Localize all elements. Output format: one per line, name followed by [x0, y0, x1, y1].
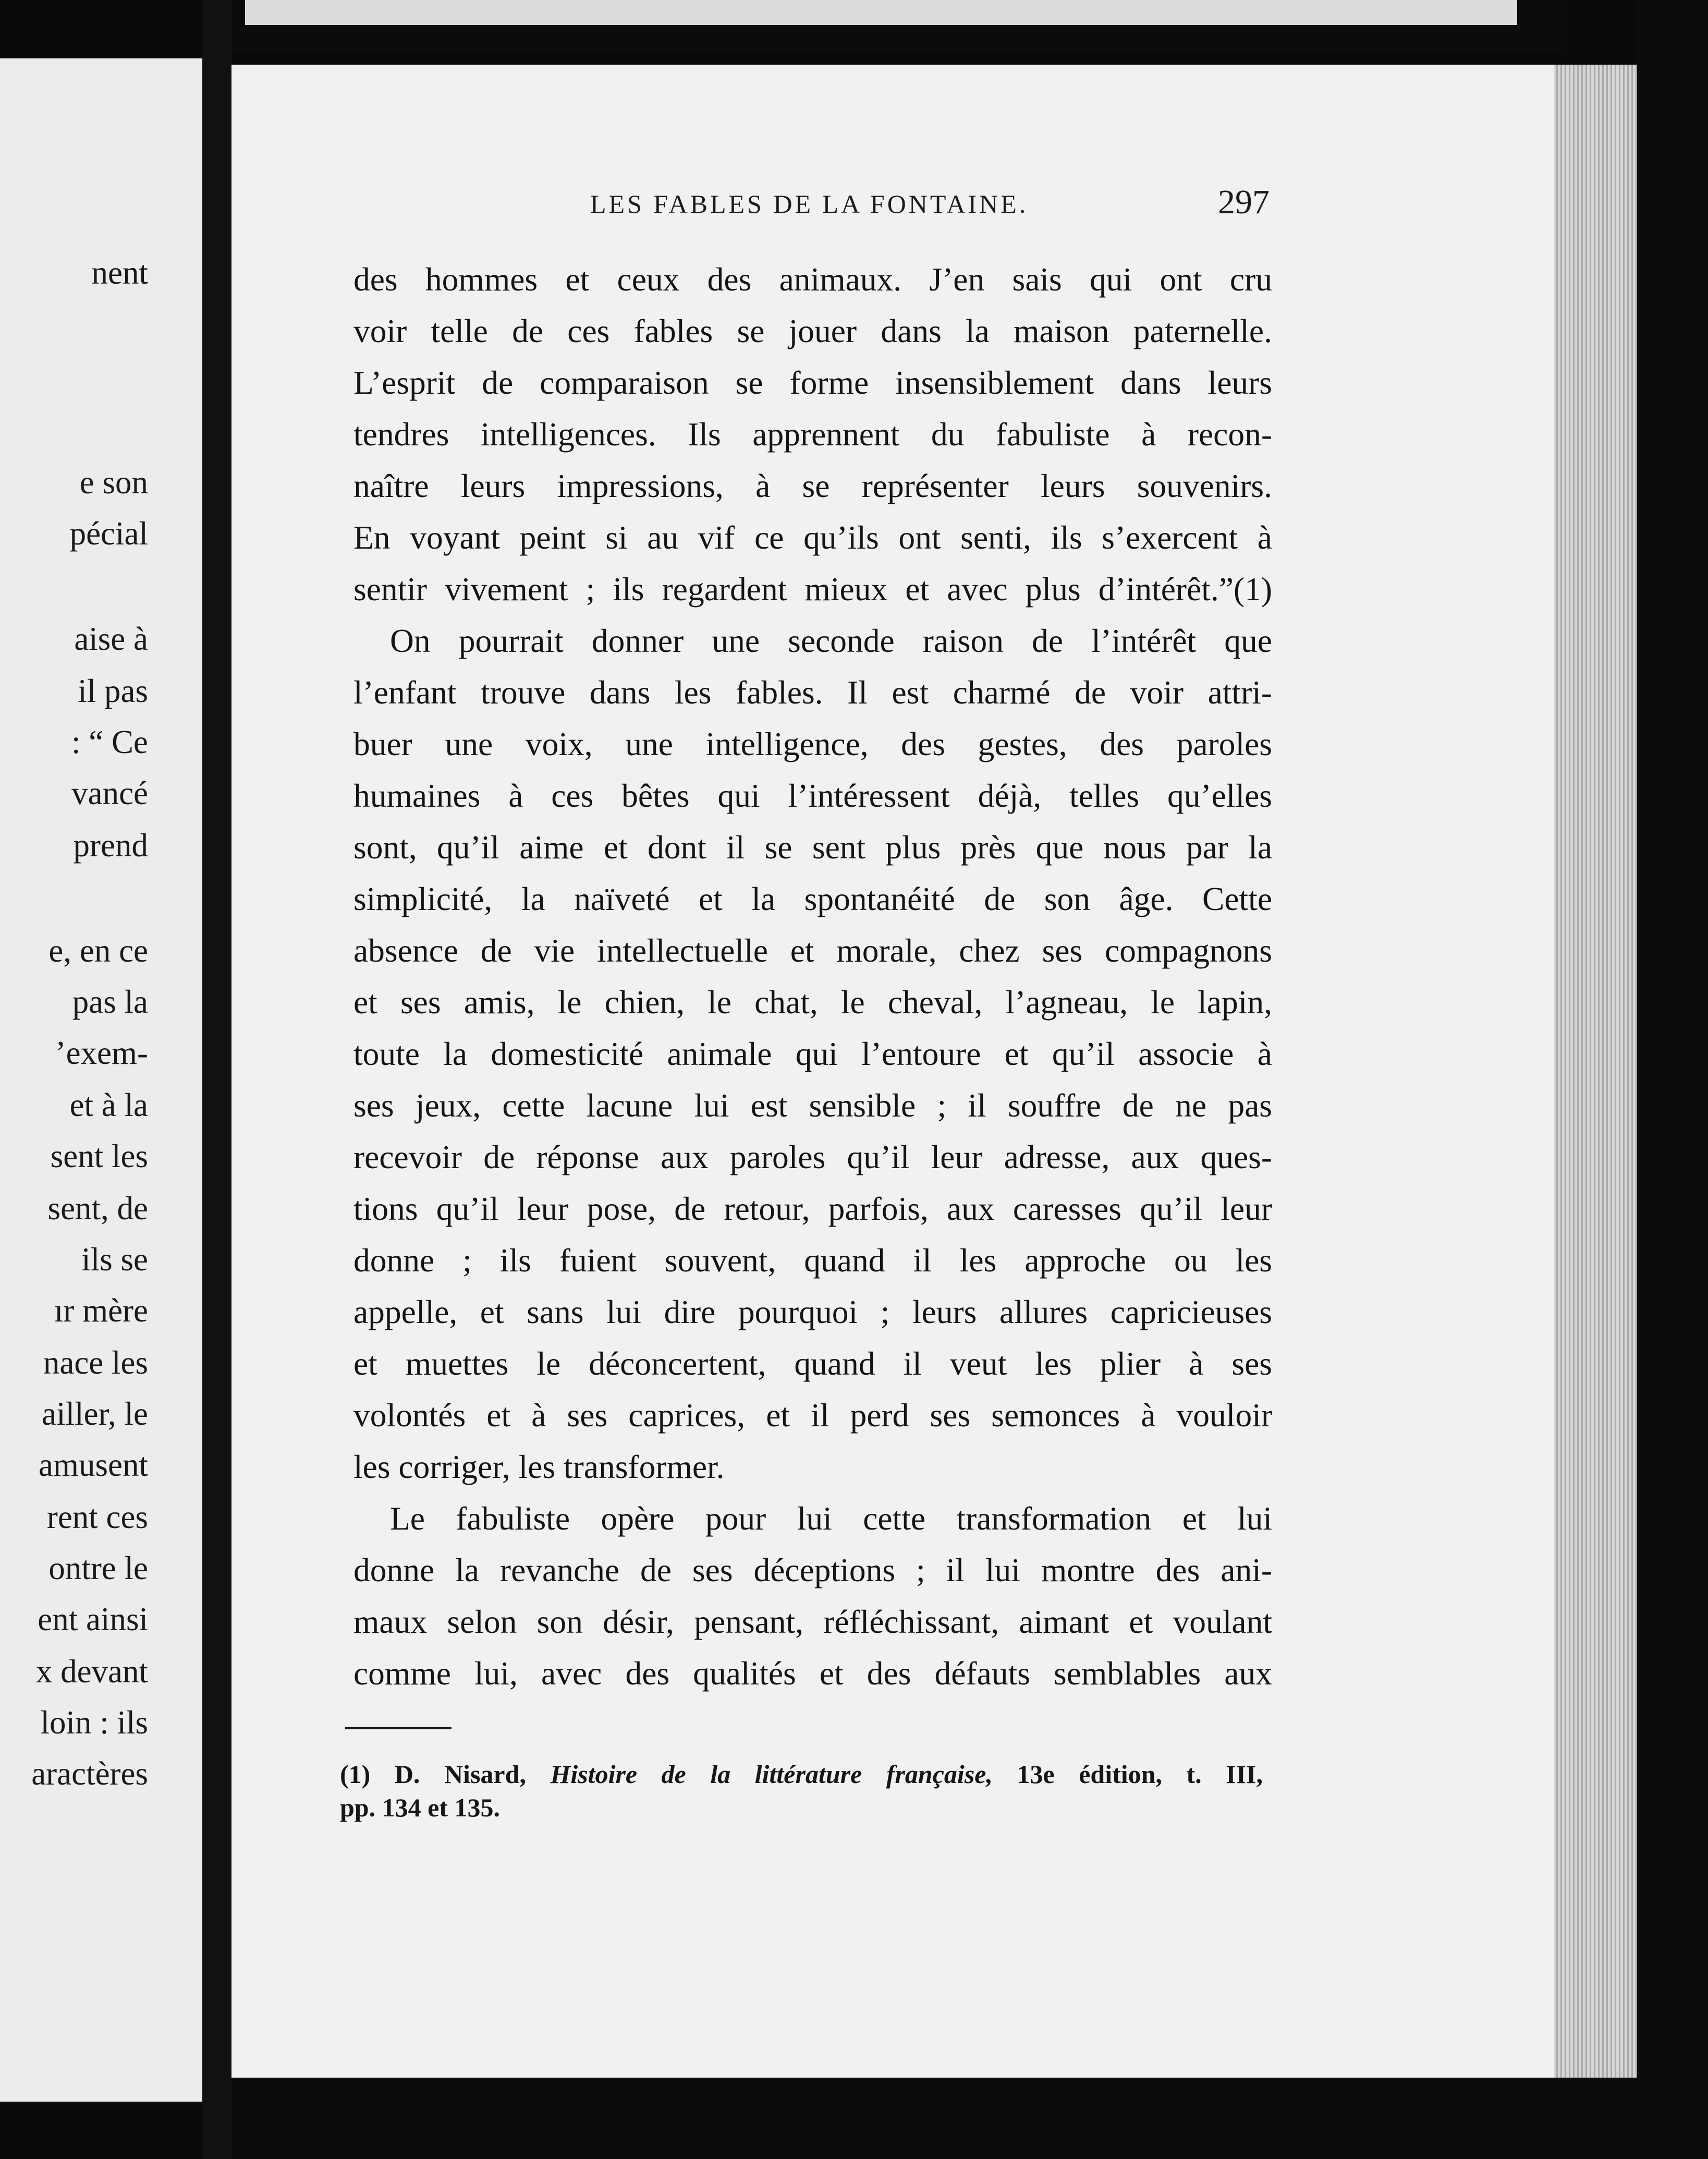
- text-line: simplicité, la naïveté et la spontanéité de son âge. Cette: [353, 880, 1272, 917]
- left-fragment-line: sent, de: [47, 1190, 148, 1227]
- text-line: donne la revanche de ses déceptions ; il lui montre des ani-: [353, 1551, 1272, 1588]
- left-fragment-line: vancé: [71, 775, 148, 811]
- left-fragment-line: ır mère: [54, 1292, 148, 1329]
- text-line: maux selon son désir, pensant, réfléchissant, aimant et voulant: [353, 1603, 1272, 1640]
- text-line: naître leurs impressions, à se représenter leurs souvenirs.: [353, 467, 1272, 504]
- page-number: 297: [1218, 183, 1270, 221]
- right-border: [1637, 0, 1708, 2159]
- text-line: sentir vivement ; ils regardent mieux et avec plus d’intérêt.”(1): [353, 571, 1272, 608]
- left-fragment-line: amusent: [39, 1447, 148, 1483]
- left-fragment-line: rent ces: [46, 1499, 148, 1535]
- previous-page-fragment: [0, 58, 202, 2102]
- text-line: ses jeux, cette lacune lui est sensible ; il souffre de ne pas: [353, 1087, 1272, 1124]
- running-head: LES FABLES DE LA FONTAINE.: [590, 189, 1029, 219]
- left-fragment-line: il pas: [78, 673, 148, 709]
- book-gutter: [202, 0, 231, 2159]
- page-edges: [1554, 65, 1637, 2078]
- footnote: [340, 1757, 1263, 1824]
- body-text: [353, 253, 1272, 1699]
- left-fragment-line: prend: [73, 827, 148, 864]
- footnote-rule: [345, 1727, 452, 1729]
- text-line: volontés et à ses caprices, et il perd ses semonces à vouloir: [353, 1397, 1272, 1434]
- left-fragment-line: : “ Ce: [71, 724, 148, 760]
- left-fragment-line: ailler, le: [42, 1396, 148, 1432]
- paragraph-end-line: les corriger, les transformer.: [353, 1448, 725, 1485]
- left-fragment-line: sent les: [50, 1138, 148, 1174]
- text-line: tions qu’il leur pose, de retour, parfois, aux caresses qu’il leur: [353, 1190, 1272, 1227]
- footnote-author: D. Nisard,: [394, 1760, 526, 1789]
- text-line: comme lui, avec des qualités et des défauts semblables aux: [353, 1655, 1272, 1692]
- left-fragment-line: et à la: [69, 1087, 148, 1123]
- text-line: toute la domesticité animale qui l’entoure et qu’il associe à: [353, 1035, 1272, 1072]
- text-line: voir telle de ces fables se jouer dans la maison paternelle.: [353, 312, 1272, 349]
- left-fragment-line: e, en ce: [48, 932, 148, 969]
- left-fragment-line: aractères: [31, 1755, 148, 1792]
- paragraph-start-line: Le fabuliste opère pour lui cette transformation et lui: [390, 1500, 1272, 1537]
- left-fragment-line: pas la: [72, 984, 148, 1020]
- footnote-title: Histoire de la littérature française,: [550, 1760, 993, 1789]
- top-page-edge: [245, 0, 1517, 25]
- left-fragment-line: e son: [79, 464, 148, 501]
- text-line: tendres intelligences. Ils apprennent du fabuliste à recon-: [353, 416, 1272, 453]
- left-fragment-line: ent ainsi: [38, 1601, 148, 1638]
- paragraph-start-line: On pourrait donner une seconde raison de l’intérêt que: [390, 622, 1272, 659]
- text-line: sont, qu’il aime et dont il se sent plus près que nous par la: [353, 829, 1272, 866]
- left-fragment-line: ils se: [81, 1241, 148, 1278]
- left-fragment-line: ’exem-: [55, 1035, 148, 1071]
- text-line: des hommes et ceux des animaux. J’en sais qui ont cru: [353, 261, 1272, 298]
- text-line: appelle, et sans lui dire pourquoi ; leurs allures capricieuses: [353, 1293, 1272, 1330]
- left-fragment-line: ontre le: [48, 1550, 148, 1586]
- bottom-border: [231, 2078, 1639, 2159]
- text-line: humaines à ces bêtes qui l’intéressent déjà, telles qu’elles: [353, 777, 1272, 814]
- left-fragment-line: pécial: [69, 515, 148, 552]
- footnote-marker: (1): [340, 1760, 371, 1789]
- text-line: L’esprit de comparaison se forme insensiblement dans leurs: [353, 364, 1272, 401]
- text-line: En voyant peint si au vif ce qu’ils ont senti, ils s’exercent à: [353, 519, 1272, 556]
- footnote-line: [340, 1757, 1263, 1791]
- left-fragment-line: x devant: [35, 1653, 148, 1690]
- text-line: buer une voix, une intelligence, des gestes, des paroles: [353, 725, 1272, 762]
- left-fragment-line: aise à: [74, 621, 148, 657]
- text-line: l’enfant trouve dans les fables. Il est charmé de voir attri-: [353, 674, 1272, 711]
- text-line: et muettes le déconcertent, quand il veut les plier à ses: [353, 1345, 1272, 1382]
- left-fragment-line: nace les: [43, 1344, 148, 1381]
- text-line: et ses amis, le chien, le chat, le cheval, l’agneau, le lapin,: [353, 984, 1272, 1021]
- text-line: absence de vie intellectuelle et morale, chez ses compagnons: [353, 932, 1272, 969]
- text-line: recevoir de réponse aux paroles qu’il leur adresse, aux ques-: [353, 1138, 1272, 1175]
- left-fragment-line: loin : ils: [40, 1704, 148, 1741]
- footnote-pages: pp. 134 et 135.: [340, 1793, 500, 1822]
- footnote-edition: 13e édition, t. III,: [1017, 1760, 1263, 1789]
- text-line: donne ; ils fuient souvent, quand il les approche ou les: [353, 1242, 1272, 1279]
- left-fragment-line: nent: [91, 254, 148, 291]
